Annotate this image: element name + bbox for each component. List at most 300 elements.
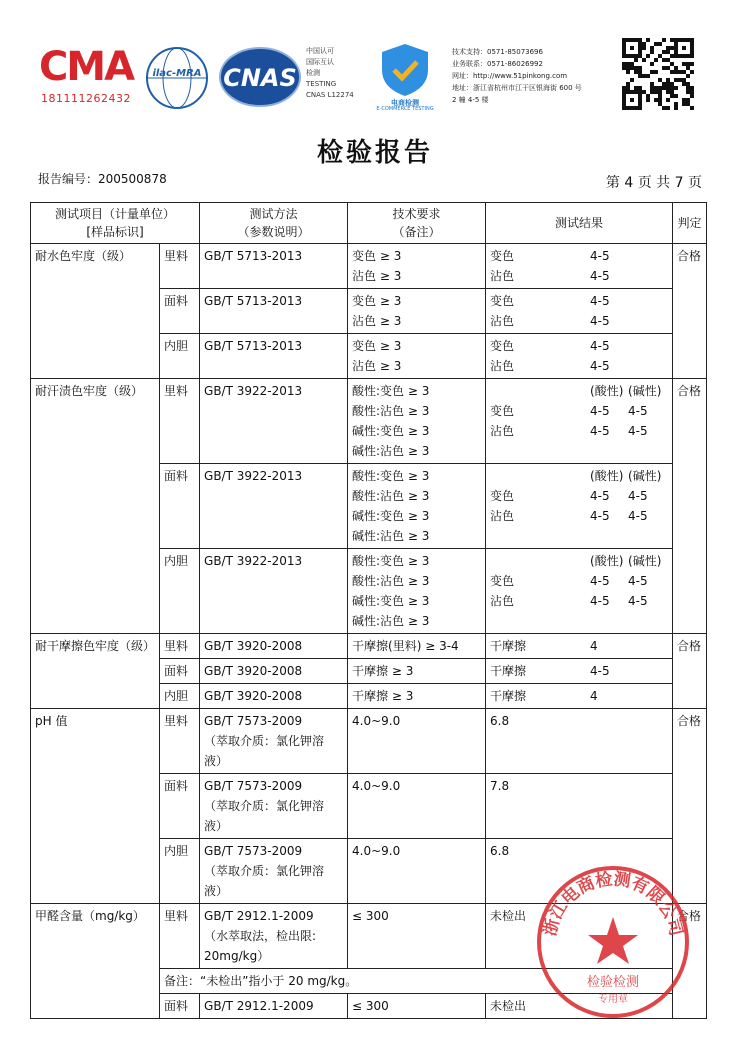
qr-module <box>682 62 686 66</box>
qr-module <box>638 94 642 98</box>
qr-module <box>678 54 682 58</box>
qr-module <box>622 46 626 50</box>
result-label: 干摩擦 <box>490 689 527 703</box>
qr-module <box>658 98 662 102</box>
sample-part: 内胆 <box>160 549 200 634</box>
qr-module <box>622 98 626 102</box>
method-line: GB/T 7573-2009 <box>204 844 303 858</box>
sample-part: 里料 <box>160 634 200 659</box>
qr-module <box>626 82 630 86</box>
qr-module <box>630 98 634 102</box>
test-item: pH 值 <box>31 709 160 904</box>
cnas-info-line: TESTING <box>306 80 337 88</box>
method-line: GB/T 7573-2009 <box>204 714 303 728</box>
result-col-header: (碱性) <box>628 554 662 568</box>
qr-module <box>634 86 638 90</box>
qr-module <box>690 62 694 66</box>
qr-module <box>630 66 634 70</box>
qr-module <box>690 86 694 90</box>
result-value: 4-5 <box>590 424 610 438</box>
result-label: 沾色 <box>490 424 515 438</box>
qr-module <box>686 54 690 58</box>
qr-module <box>686 62 690 66</box>
method-line: （萃取介质：氯化钾溶 <box>204 864 325 878</box>
result-label: 沾色 <box>490 359 515 373</box>
method-line: 液） <box>204 884 229 898</box>
qr-code <box>622 38 694 110</box>
result-value: 4-5 <box>628 594 648 608</box>
qr-module <box>674 94 678 98</box>
qr-module <box>670 70 674 74</box>
qr-module <box>626 62 630 66</box>
result-value: 4-5 <box>590 594 610 608</box>
qr-module <box>674 38 678 42</box>
qr-module <box>662 58 666 62</box>
result-value: 4-5 <box>590 339 610 353</box>
qr-module <box>666 50 670 54</box>
result-value: 4-5 <box>590 404 610 418</box>
result-value: 4-5 <box>590 269 610 283</box>
qr-module <box>650 82 654 86</box>
result-value: 4 <box>590 689 598 703</box>
method-line: GB/T 2912.1-2009 <box>204 909 314 923</box>
req-line: 碱性:变色 ≥ 3 <box>352 594 430 608</box>
qr-module <box>630 78 634 82</box>
cnas-info-line: 检测 <box>306 69 320 77</box>
qr-module <box>690 38 694 42</box>
qr-module <box>686 74 690 78</box>
qr-module <box>662 50 666 54</box>
qr-module <box>626 106 630 110</box>
header-text: （参数说明） <box>237 225 310 239</box>
table-row <box>31 244 707 289</box>
qr-module <box>690 46 694 50</box>
qr-module <box>682 54 686 58</box>
qr-code-icon <box>622 38 694 110</box>
qr-module <box>682 98 686 102</box>
test-method: GB/T 2912.1-2009 <box>200 994 348 1019</box>
req-line: 碱性:变色 ≥ 3 <box>352 424 430 438</box>
ilac-text: ilac-MRA <box>152 68 202 79</box>
req-line: 碱性:变色 ≥ 3 <box>352 509 430 523</box>
qr-module <box>662 38 666 42</box>
qr-module <box>638 102 642 106</box>
qr-module <box>634 90 638 94</box>
result-value: 4-5 <box>628 424 648 438</box>
req-line: 碱性:沾色 ≥ 3 <box>352 444 430 458</box>
cnas-info-line: 中国认可 <box>306 47 334 55</box>
test-method: GB/T 3922-2013 <box>200 379 348 464</box>
contact-info <box>452 46 612 106</box>
header-verdict: 判定 <box>673 203 707 244</box>
qr-module <box>642 42 646 46</box>
result-col-header: (酸性) <box>590 554 624 568</box>
result <box>486 634 673 659</box>
requirement: 干摩擦(里料) ≥ 3-4 <box>348 634 486 659</box>
qr-module <box>654 42 658 46</box>
qr-module <box>658 90 662 94</box>
requirement: 4.0~9.0 <box>348 839 486 904</box>
qr-module <box>666 106 670 110</box>
result <box>486 334 673 379</box>
qr-module <box>654 98 658 102</box>
qr-module <box>642 58 646 62</box>
verdict: 合格 <box>673 634 707 709</box>
qr-module <box>630 54 634 58</box>
result <box>486 379 673 464</box>
header-text: （备注） <box>392 225 441 239</box>
official-stamp <box>533 862 693 1022</box>
qr-module <box>670 54 674 58</box>
qr-module <box>638 66 642 70</box>
header-logos <box>0 0 750 125</box>
test-item: 耐干摩擦色牢度（级） <box>31 634 160 709</box>
table-row <box>31 379 707 464</box>
ecommerce-title: 电商检测 <box>391 99 419 107</box>
method-line: GB/T 7573-2009 <box>204 779 303 793</box>
result-value: 4-5 <box>590 509 610 523</box>
req-line: 酸性:沾色 ≥ 3 <box>352 404 430 418</box>
result-value: 4-5 <box>590 249 610 263</box>
qr-module <box>638 98 642 102</box>
star-icon <box>588 917 638 964</box>
note: 备注：“未检出”指小于 20 mg/kg。 <box>160 969 673 994</box>
sample-part: 面料 <box>160 774 200 839</box>
qr-module <box>638 38 642 42</box>
qr-module <box>690 106 694 110</box>
method-line: （萃取介质：氯化钾溶 <box>204 734 325 748</box>
qr-module <box>638 42 642 46</box>
header-text: 测试方法 <box>249 207 298 221</box>
result-value: 4-5 <box>628 509 648 523</box>
result-value: 4-5 <box>628 489 648 503</box>
requirement <box>348 244 486 289</box>
result-value: 4-5 <box>590 314 610 328</box>
qr-module <box>634 38 638 42</box>
qr-module <box>682 46 686 50</box>
qr-module <box>622 66 626 70</box>
stamp-inner-text: 检验检测 <box>586 975 640 990</box>
qr-module <box>658 78 662 82</box>
qr-module <box>626 86 630 90</box>
qr-module <box>678 78 682 82</box>
req-line: 沾色 ≥ 3 <box>352 269 402 283</box>
qr-module <box>638 90 642 94</box>
result-value: 4-5 <box>590 664 610 678</box>
qr-module <box>678 70 682 74</box>
qr-module <box>658 94 662 98</box>
shield-check-icon <box>370 40 440 98</box>
sample-part: 里料 <box>160 244 200 289</box>
qr-module <box>634 70 638 74</box>
qr-module <box>650 46 654 50</box>
result-label: 变色 <box>490 404 515 418</box>
qr-module <box>670 90 674 94</box>
verdict: 合格 <box>673 709 707 904</box>
qr-module <box>634 54 638 58</box>
result <box>486 684 673 709</box>
qr-module <box>658 54 662 58</box>
test-item: 耐水色牢度（级） <box>31 244 160 379</box>
test-method: GB/T 5713-2013 <box>200 334 348 379</box>
sample-part: 面料 <box>160 464 200 549</box>
method-line: （水萃取法，检出限: <box>204 929 317 943</box>
qr-module <box>638 46 642 50</box>
qr-module <box>622 86 626 90</box>
test-method <box>200 709 348 774</box>
qr-module <box>682 70 686 74</box>
sample-part: 内胆 <box>160 684 200 709</box>
test-method: GB/T 3920-2008 <box>200 634 348 659</box>
qr-module <box>658 102 662 106</box>
verdict: 合格 <box>673 904 707 1019</box>
cnas-info <box>306 46 366 101</box>
qr-module <box>622 54 626 58</box>
qr-module <box>646 54 650 58</box>
qr-module <box>646 98 650 102</box>
requirement <box>348 289 486 334</box>
req-line: 碱性:沾色 ≥ 3 <box>352 529 430 543</box>
page-info: 第 4 页 共 7 页 <box>605 175 702 191</box>
result-col-header: (碱性) <box>628 384 662 398</box>
req-line: 变色 ≥ 3 <box>352 249 402 263</box>
qr-module <box>622 38 626 42</box>
qr-module <box>686 98 690 102</box>
qr-module <box>650 86 654 90</box>
test-method: GB/T 5713-2013 <box>200 289 348 334</box>
qr-module <box>642 90 646 94</box>
cnas-logo <box>218 46 302 108</box>
result-label: 沾色 <box>490 509 515 523</box>
qr-module <box>674 54 678 58</box>
test-method: GB/T 3920-2008 <box>200 684 348 709</box>
qr-module <box>690 70 694 74</box>
qr-module <box>654 58 658 62</box>
qr-module <box>650 62 654 66</box>
requirement <box>348 549 486 634</box>
header-item <box>31 203 200 244</box>
qr-module <box>674 102 678 106</box>
sample-part: 里料 <box>160 379 200 464</box>
test-method <box>200 774 348 839</box>
test-method: GB/T 3920-2008 <box>200 659 348 684</box>
qr-module <box>666 78 670 82</box>
cnas-info-line: 国际互认 <box>306 58 334 66</box>
page-title: 检验报告 <box>316 138 433 168</box>
qr-module <box>626 66 630 70</box>
qr-module <box>638 50 642 54</box>
qr-module <box>638 106 642 110</box>
qr-module <box>638 70 642 74</box>
qr-module <box>690 42 694 46</box>
cnas-text: CNAS <box>223 64 297 92</box>
qr-module <box>670 62 674 66</box>
result-label: 干摩擦 <box>490 664 527 678</box>
qr-module <box>662 82 666 86</box>
requirement: 干摩擦 ≥ 3 <box>348 659 486 684</box>
cma-logo <box>36 44 136 106</box>
qr-module <box>690 94 694 98</box>
qr-module <box>658 86 662 90</box>
qr-module <box>690 54 694 58</box>
qr-module <box>646 94 650 98</box>
qr-module <box>622 62 626 66</box>
qr-module <box>666 82 670 86</box>
qr-module <box>686 86 690 90</box>
qr-module <box>674 46 678 50</box>
qr-module <box>642 46 646 50</box>
qr-module <box>630 38 634 42</box>
stamp-sub-text: 专用章 <box>598 994 628 1005</box>
qr-module <box>662 106 666 110</box>
cnas-info-line: CNAS L12274 <box>306 91 354 99</box>
requirement <box>348 464 486 549</box>
qr-module <box>654 70 658 74</box>
req-line: 变色 ≥ 3 <box>352 294 402 308</box>
requirement: ≤ 300 <box>348 904 486 969</box>
qr-module <box>638 74 642 78</box>
result-label <box>490 466 590 486</box>
qr-module <box>674 50 678 54</box>
result-label: 变色 <box>490 339 515 353</box>
result-value: 4-5 <box>590 489 610 503</box>
result-label: 变色 <box>490 249 515 263</box>
result: 未检出 <box>486 904 673 969</box>
header-result: 测试结果 <box>486 203 673 244</box>
contact-line: 业务联系：0571-86026992 <box>452 60 543 68</box>
header-requirement <box>348 203 486 244</box>
qr-module <box>646 74 650 78</box>
result-label: 沾色 <box>490 594 515 608</box>
qr-module <box>686 82 690 86</box>
requirement: 4.0~9.0 <box>348 709 486 774</box>
result: 6.8 <box>486 709 673 774</box>
test-method <box>200 904 348 969</box>
req-line: 变色 ≥ 3 <box>352 339 402 353</box>
verdict: 合格 <box>673 244 707 379</box>
verdict: 合格 <box>673 379 707 634</box>
result-value: 4-5 <box>590 359 610 373</box>
result-label: 干摩擦 <box>490 639 527 653</box>
sample-part: 里料 <box>160 709 200 774</box>
result-label: 沾色 <box>490 314 515 328</box>
qr-module <box>626 70 630 74</box>
result-label: 变色 <box>490 294 515 308</box>
qr-module <box>670 94 674 98</box>
qr-module <box>634 66 638 70</box>
result: 7.8 <box>486 774 673 839</box>
qr-module <box>686 38 690 42</box>
qr-module <box>678 38 682 42</box>
qr-module <box>638 54 642 58</box>
ecommerce-testing-logo <box>370 40 440 112</box>
qr-module <box>622 50 626 54</box>
qr-module <box>686 102 690 106</box>
test-item: 耐汗渍色牢度（级） <box>31 379 160 634</box>
sample-part: 里料 <box>160 904 200 969</box>
contact-line: 网址：http://www.51pinkong.com <box>452 72 568 80</box>
qr-module <box>630 106 634 110</box>
stamp-company-text: 浙江电商检测有限公司 <box>540 869 686 939</box>
method-line: 液） <box>204 754 229 768</box>
test-method: GB/T 5713-2013 <box>200 244 348 289</box>
qr-module <box>654 86 658 90</box>
qr-module <box>646 38 650 42</box>
sample-part: 面料 <box>160 289 200 334</box>
qr-module <box>670 46 674 50</box>
method-line: 20mg/kg） <box>204 949 270 963</box>
header-text: 技术要求 <box>392 207 441 221</box>
result: 未检出 <box>486 994 673 1019</box>
ecommerce-subtitle: E-COMMERCE TESTING <box>376 106 434 112</box>
qr-module <box>634 58 638 62</box>
contact-line: 技术支持：0571-85073696 <box>452 48 543 56</box>
result-value: 4 <box>590 639 598 653</box>
result <box>486 289 673 334</box>
qr-module <box>662 86 666 90</box>
req-line: 酸性:变色 ≥ 3 <box>352 384 430 398</box>
qr-module <box>690 90 694 94</box>
result-col-header: (酸性) <box>590 469 624 483</box>
qr-module <box>650 90 654 94</box>
requirement: ≤ 300 <box>348 994 486 1019</box>
result-label <box>490 381 590 401</box>
qr-module <box>674 86 678 90</box>
result: 6.8 <box>486 839 673 904</box>
header-text: 测试项目（计量单位） <box>55 207 176 221</box>
requirement: 干摩擦 ≥ 3 <box>348 684 486 709</box>
qr-module <box>670 82 674 86</box>
qr-module <box>626 38 630 42</box>
qr-module <box>650 70 654 74</box>
qr-module <box>682 102 686 106</box>
table-row <box>31 709 707 774</box>
req-line: 酸性:变色 ≥ 3 <box>352 469 430 483</box>
qr-module <box>682 38 686 42</box>
qr-module <box>622 106 626 110</box>
result-value: 4-5 <box>628 404 648 418</box>
qr-module <box>674 106 678 110</box>
qr-module <box>682 78 686 82</box>
method-line: （萃取介质：氯化钾溶 <box>204 799 325 813</box>
qr-module <box>622 94 626 98</box>
result-value: 4-5 <box>590 574 610 588</box>
qr-module <box>666 90 670 94</box>
sample-part: 面料 <box>160 659 200 684</box>
test-method <box>200 839 348 904</box>
qr-module <box>674 66 678 70</box>
qr-module <box>622 42 626 46</box>
req-line: 沾色 ≥ 3 <box>352 359 402 373</box>
qr-module <box>630 46 634 50</box>
req-line: 碱性:沾色 ≥ 3 <box>352 614 430 628</box>
qr-module <box>658 42 662 46</box>
sample-part: 内胆 <box>160 839 200 904</box>
qr-module <box>670 86 674 90</box>
requirement <box>348 334 486 379</box>
qr-module <box>654 90 658 94</box>
header-method <box>200 203 348 244</box>
req-line: 沾色 ≥ 3 <box>352 314 402 328</box>
method-line: 液） <box>204 819 229 833</box>
qr-module <box>666 66 670 70</box>
ilac-mra-logo <box>145 46 209 110</box>
req-line: 酸性:变色 ≥ 3 <box>352 554 430 568</box>
table-header-row <box>31 203 707 244</box>
sample-part: 内胆 <box>160 334 200 379</box>
report-number: 报告编号：200500878 <box>38 172 167 186</box>
qr-module <box>674 42 678 46</box>
